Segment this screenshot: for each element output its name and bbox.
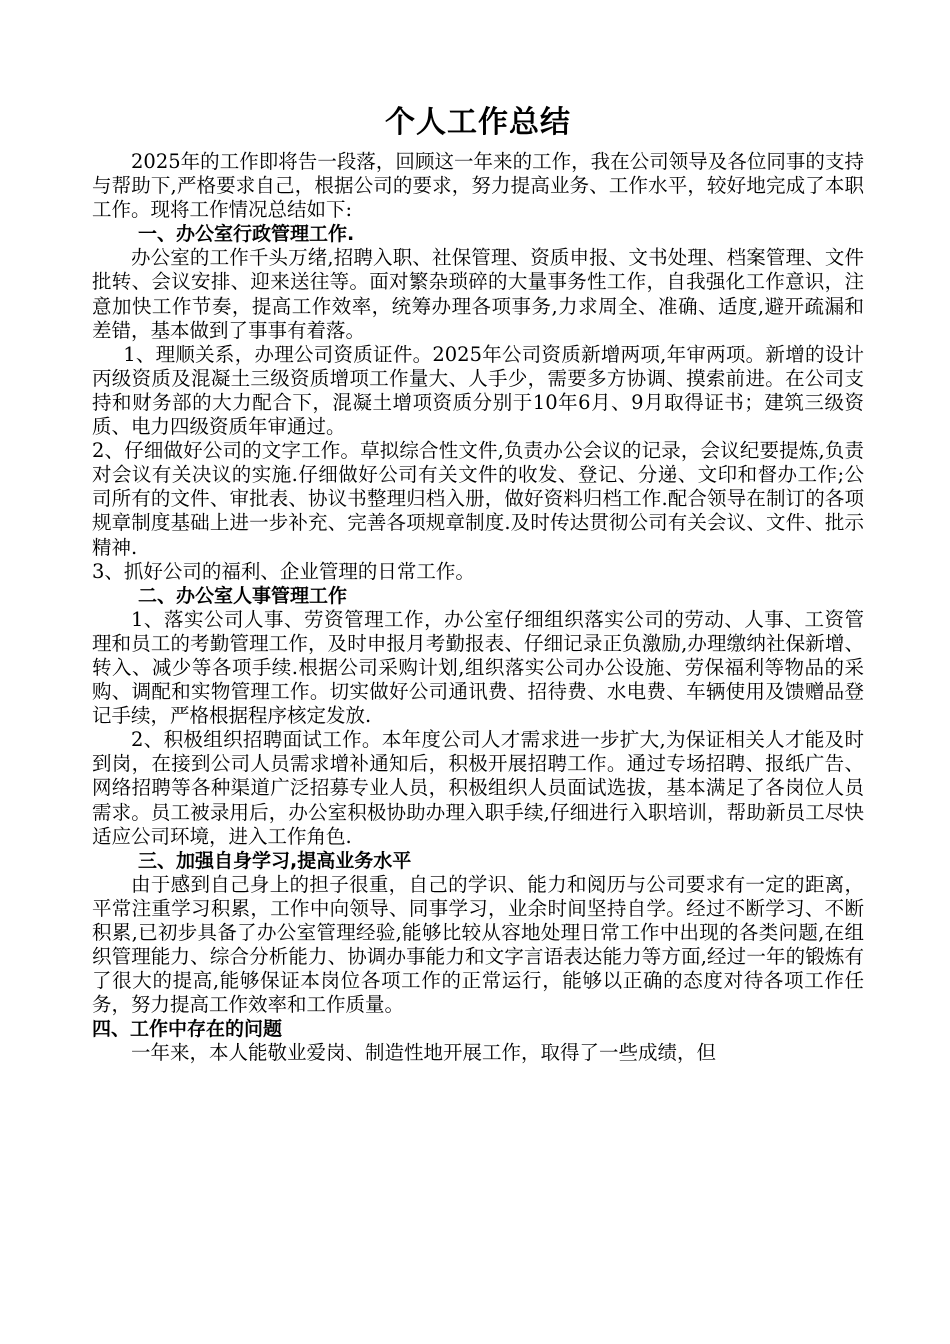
section3-heading: 三、加强自身学习,提高业务水平	[138, 849, 412, 872]
section4-heading: 四、工作中存在的问题	[92, 1018, 283, 1041]
section4-paragraph-1: 一年来，本人能敬业爱岗、制造性地开展工作，取得了一些成绩，但	[131, 1041, 717, 1065]
document-page	[92, 96, 864, 1066]
section1-paragraph-4: 3、抓好公司的福利、企业管理的日常工作。	[92, 559, 475, 583]
section1-paragraph-3: 2、仔细做好公司的文字工作。草拟综合性文件,负责办公会议的记录，会议纪要提炼,负责对会议有关决议的实施.仔细做好公司有关文件的收发、登记、分递、文印和督办工作;公司所有的文件、审批表、协议书整理归档入册，做好资料归档工作.配合领导在制订的各项规章制度基础上进一步补充、完善各项规章制度.及时传达贯彻公司有关会议、文件、批示精神.	[92, 439, 864, 559]
document-title: 个人工作总结	[385, 105, 571, 140]
section2-heading: 二、办公室人事管理工作	[138, 584, 348, 607]
section3-paragraph-1: 由于感到自己身上的担子很重，自己的学识、能力和阅历与公司要求有一定的距离，平常注重学习积累，工作中向领导、同事学习，业余时间坚持自学。经过不断学习、不断积累,已初步具备了办公室管理经验,能够比较从容地处理日常工作中出现的各类问题,在组织管理能力、综合分析能力、协调办事能力和文字言语表达能力等方面,经过一年的锻炼有了很大的提高,能够保证本岗位各项工作的正常运行，能够以正确的态度对待各项工作任务，努力提高工作效率和工作质量。	[92, 872, 864, 1017]
section1-heading: 一、办公室行政管理工作.	[138, 223, 355, 246]
section2-paragraph-2: 2、积极组织招聘面试工作。本年度公司人才需求进一步扩大,为保证相关人才能及时到岗，在接到公司人员需求增补通知后，积极开展招聘工作。通过专场招聘、报纸广告、网络招聘等各种渠道广泛招募专业人员，积极组织人员面试选拔，基本满足了各岗位人员需求。员工被录用后，办公室积极协助办理入职手续,仔细进行入职培训，帮助新员工尽快适应公司环境，进入工作角色.	[92, 728, 864, 848]
section1-paragraph-2: 1、理顺关系，办理公司资质证件。2025年公司资质新增两项,年审两项。新增的设计丙级资质及混凝土三级资质增项工作量大、人手少，需要多方协调、摸索前进。在公司支持和财务部的大力配合下，混凝土增项资质分别于10年6月、9月取得证书；建筑三级资质、电力四级资质年审通过。	[92, 342, 864, 439]
section2-paragraph-1: 1、落实公司人事、劳资管理工作，办公室仔细组织落实公司的劳动、人事、工资管理和员工的考勤管理工作，及时申报月考勤报表、仔细记录正负激励,办理缴纳社保新增、转入、减少等各项手续.根据公司采购计划,组织落实公司办公设施、劳保福利等物品的采购、调配和实物管理工作。切实做好公司通讯费、招待费、水电费、车辆使用及馈赠品登记手续，严格根据程序核定发放.	[92, 607, 864, 728]
intro-paragraph: 2025年的工作即将告一段落，回顾这一年来的工作，我在公司领导及各位同事的支持与帮助下,严格要求自己，根据公司的要求，努力提高业务、工作水平，较好地完成了本职工作。现将工作情况总结如下:	[92, 150, 864, 222]
section1-paragraph-1: 办公室的工作千头万绪,招聘入职、社保管理、资质申报、文书处理、档案管理、文件批转、会议安排、迎来送往等。面对繁杂琐碎的大量事务性工作，自我强化工作意识，注意加快工作节奏，提高工作效率，统筹办理各项事务,力求周全、准确、适度,避开疏漏和差错，基本做到了事事有着落。	[92, 246, 864, 342]
